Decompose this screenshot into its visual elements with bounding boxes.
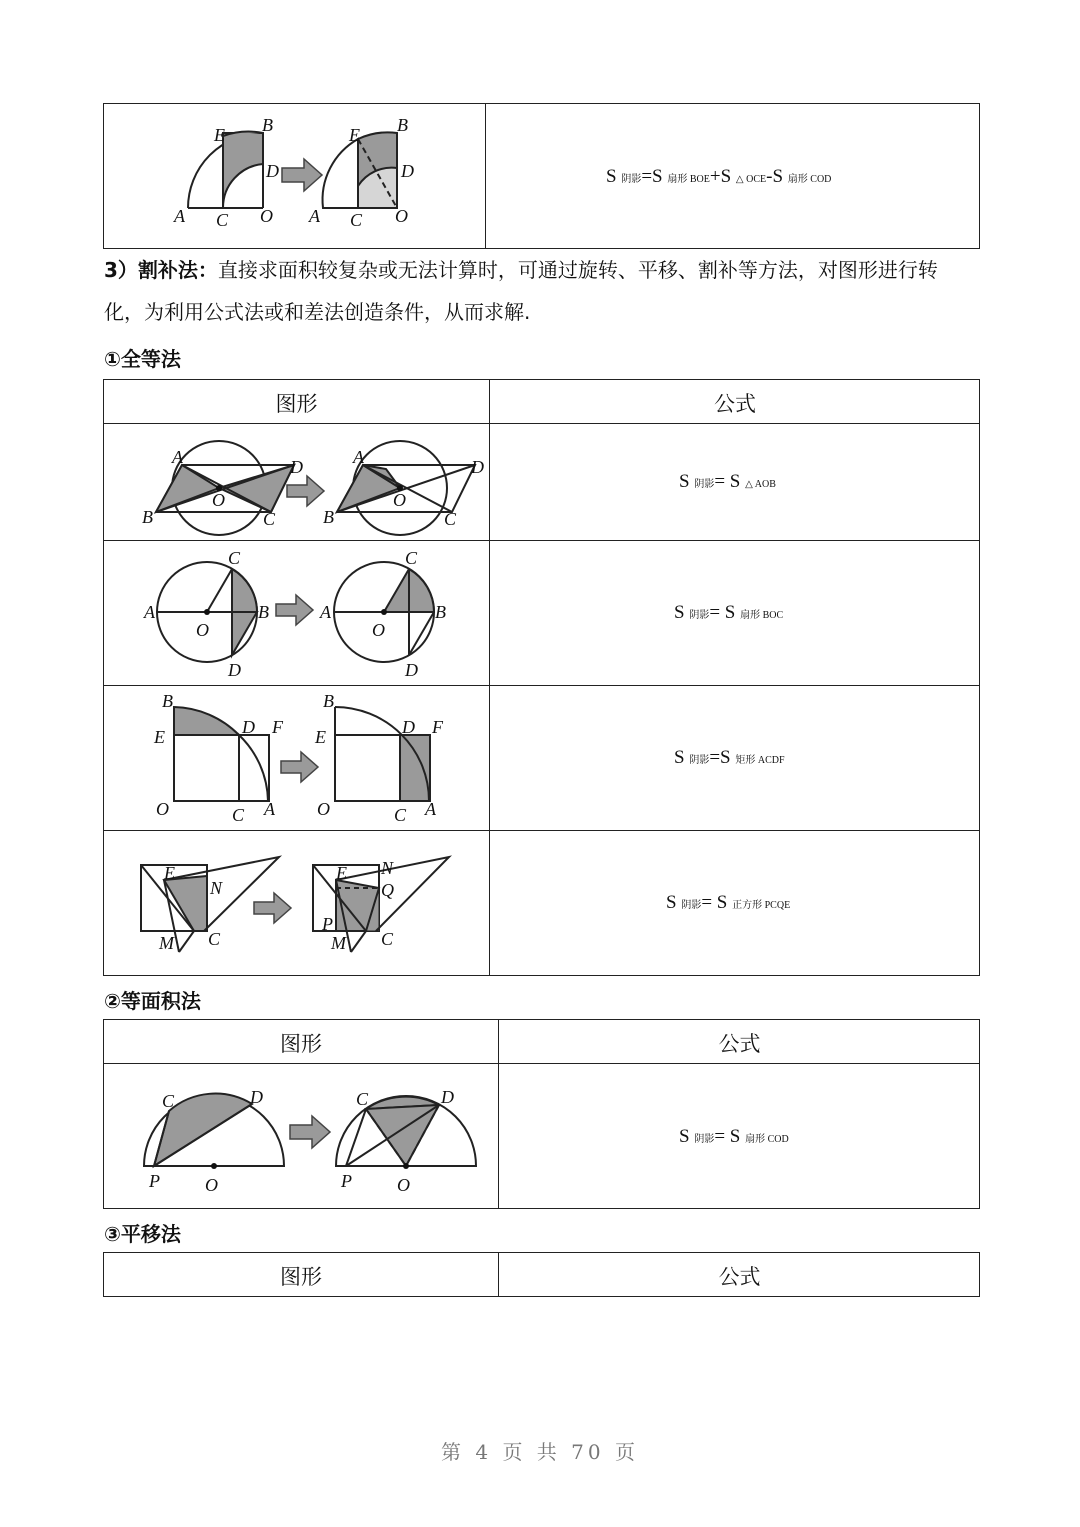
arrow-icon [276, 595, 313, 625]
formula-row-2: S 阴影= S 扇形 BOC [674, 602, 784, 623]
label-d: D [405, 660, 418, 680]
label-c: C [394, 805, 407, 825]
table-equal-area [103, 1019, 980, 1209]
label-n: N [381, 858, 394, 878]
label-c: C [263, 509, 276, 529]
label-o: O [260, 206, 273, 226]
label-c: C [228, 548, 241, 568]
label-b: B [258, 602, 269, 622]
label-o: O [156, 799, 169, 819]
col-header-formula: 公式 [718, 1265, 761, 1289]
label-b: B [142, 507, 153, 527]
label-c: C [350, 210, 363, 230]
formula-row-3: S 阴影=S 矩形 ACDF [674, 747, 785, 768]
label-o: O [372, 620, 385, 640]
col-header-figure: 图形 [275, 392, 318, 416]
page-footer: 第 4 页 共 70 页 [441, 1440, 639, 1464]
label-o: O [397, 1175, 410, 1195]
arrow-icon [282, 159, 322, 191]
label-a: A [172, 447, 183, 467]
label-c: C [216, 210, 229, 230]
formula-equal-area: S 阴影= S 扇形 COD [679, 1126, 789, 1147]
label-a: A [425, 799, 436, 819]
label-d: D [266, 161, 279, 181]
label-a: A [353, 447, 364, 467]
figure-square-triangle [104, 832, 488, 974]
arrow-icon [281, 752, 318, 782]
label-b: B [262, 115, 273, 135]
label-o: O [393, 490, 406, 510]
label-a: A [309, 206, 320, 226]
section3-label: 3）割补法： [104, 258, 218, 282]
figure-circle-parallelogram [104, 425, 488, 539]
col-header-figure: 图形 [280, 1032, 322, 1056]
label-c: C [356, 1089, 369, 1109]
label-c: C [405, 548, 418, 568]
label-f: F [432, 717, 443, 737]
section3-text-line2: 化，为利用公式法或和差法创造条件，从而求解. [104, 300, 531, 324]
sub2-title: ②等面积法 [104, 989, 201, 1013]
label-f: F [272, 717, 283, 737]
label-d: D [441, 1087, 454, 1107]
label-p: P [341, 1171, 352, 1191]
section3-text-line1: 直接求面积较复杂或无法计算时，可通过旋转、平移、割补等方法，对图形进行转 [217, 258, 938, 282]
label-c: C [381, 929, 394, 949]
label-m: M [331, 933, 346, 953]
formula-row-1: S 阴影= S △ AOB [679, 471, 776, 492]
figure-sector-boe [104, 104, 484, 247]
top-table [103, 103, 980, 249]
label-e: E [154, 727, 165, 747]
label-d: D [401, 161, 414, 181]
label-e: E [315, 727, 326, 747]
label-o: O [395, 206, 408, 226]
col-header-formula: 公式 [718, 1032, 761, 1056]
label-b: B [323, 691, 334, 711]
col-header-formula: 公式 [714, 392, 756, 416]
label-d: D [228, 660, 241, 680]
label-a: A [264, 799, 275, 819]
label-b: B [397, 115, 408, 135]
label-b: B [435, 602, 446, 622]
label-c: C [208, 929, 221, 949]
arrow-icon [254, 893, 291, 923]
formula-row-4: S 阴影= S 正方形 PCQE [666, 892, 791, 913]
label-e: E [349, 125, 360, 145]
label-c: C [232, 805, 245, 825]
label-d: D [290, 457, 303, 477]
label-a: A [320, 602, 331, 622]
label-c: C [444, 509, 457, 529]
sub3-title: ③平移法 [104, 1222, 181, 1246]
label-o: O [205, 1175, 218, 1195]
col-header-figure: 图形 [280, 1265, 322, 1289]
section3-paragraph [104, 249, 984, 333]
label-d: D [250, 1087, 263, 1107]
formula-top: S 阴影=S 扇形 BOE+S △ OCE-S 扇形 COD [606, 166, 832, 187]
label-o: O [212, 490, 225, 510]
label-e: E [164, 863, 175, 883]
label-a: A [144, 602, 155, 622]
label-a: A [174, 206, 185, 226]
label-m: M [159, 933, 174, 953]
label-q: Q [381, 880, 394, 900]
label-b: B [162, 691, 173, 711]
arrow-icon [287, 476, 324, 506]
label-o: O [196, 620, 209, 640]
label-e: E [214, 125, 225, 145]
label-d: D [242, 717, 255, 737]
label-d: D [471, 457, 484, 477]
figure-rectangle-quarter-circle [104, 687, 488, 829]
label-o: O [317, 799, 330, 819]
label-p: P [322, 914, 333, 934]
arrow-icon [290, 1116, 330, 1148]
label-n: N [210, 878, 223, 898]
label-e: E [336, 863, 347, 883]
label-b: B [323, 507, 334, 527]
figure-semicircle [104, 1065, 497, 1207]
table-translation [103, 1252, 980, 1297]
sub1-title: ①全等法 [104, 347, 181, 371]
figure-circle-sector [104, 542, 488, 684]
label-c: C [162, 1091, 175, 1111]
label-p: P [149, 1171, 160, 1191]
table-congruence [103, 379, 980, 976]
label-d: D [402, 717, 415, 737]
